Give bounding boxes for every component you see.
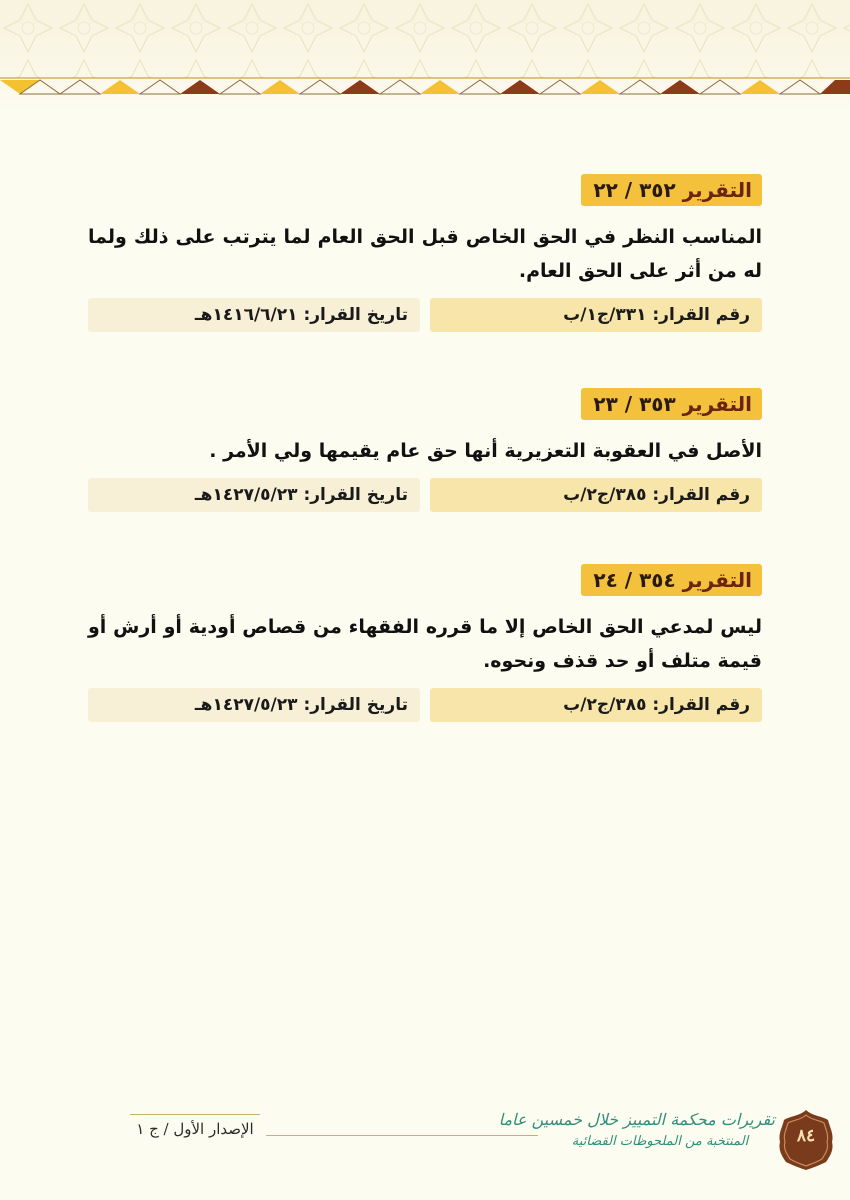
section-title [581, 564, 762, 596]
header-ornament-band [0, 0, 850, 112]
edition-label: الإصدار الأول / ج ١ [130, 1120, 260, 1138]
decision-date: تاريخ القرار: ١٤٢٧/٥/٢٣هـ [88, 688, 420, 722]
section-title-number: ٣٥٣ / ٢٣ [593, 392, 676, 416]
section-title-number: ٣٥٢ / ٢٢ [593, 178, 676, 202]
book-title-line2: المنتخبة من الملحوظات القضائية [571, 1134, 749, 1149]
section-text: المناسب النظر في الحق الخاص قبل الحق العام لما يترتب على ذلك ولما له من أثر على الحق العام. [88, 226, 762, 282]
decision-number: رقم القرار: ٣٣١/ج١/ب [430, 298, 762, 332]
footer-divider [266, 1135, 538, 1136]
section-title-word: التقرير [682, 178, 752, 202]
decision-date: تاريخ القرار: ١٤٢٧/٥/٢٣هـ [88, 478, 420, 512]
decision-date: تاريخ القرار: ١٤١٦/٦/٢١هـ [88, 298, 420, 332]
section-title [581, 388, 762, 420]
page-number-badge [778, 1108, 834, 1172]
decision-reference-row [88, 298, 762, 332]
book-title-logo [498, 1108, 775, 1152]
decision-reference-row [88, 688, 762, 722]
decision-reference-row [88, 478, 762, 512]
decision-number: رقم القرار: ٣٨٥/ج٢/ب [430, 478, 762, 512]
section-text: الأصل في العقوبة التعزيرية أنها حق عام يقيمها ولي الأمر . [209, 440, 762, 462]
header-pattern-icon [0, 0, 850, 112]
section-title-word: التقرير [682, 568, 752, 592]
report-section-3 [88, 564, 762, 722]
report-section-2 [88, 388, 762, 512]
report-section-1 [88, 174, 762, 332]
section-title-number: ٣٥٤ / ٢٤ [593, 568, 676, 592]
page-number: ٨٤ [796, 1126, 816, 1146]
section-title-word: التقرير [682, 392, 752, 416]
section-text: ليس لمدعي الحق الخاص إلا ما قرره الفقهاء من قصاص أودية أو أرش أو قيمة متلف أو حد قذف ونحوه. [88, 616, 762, 672]
decision-number: رقم القرار: ٣٨٥/ج٢/ب [430, 688, 762, 722]
section-title [581, 174, 762, 206]
book-title-line1: تقريرات محكمة التمييز خلال خمسين عاما [498, 1110, 775, 1129]
